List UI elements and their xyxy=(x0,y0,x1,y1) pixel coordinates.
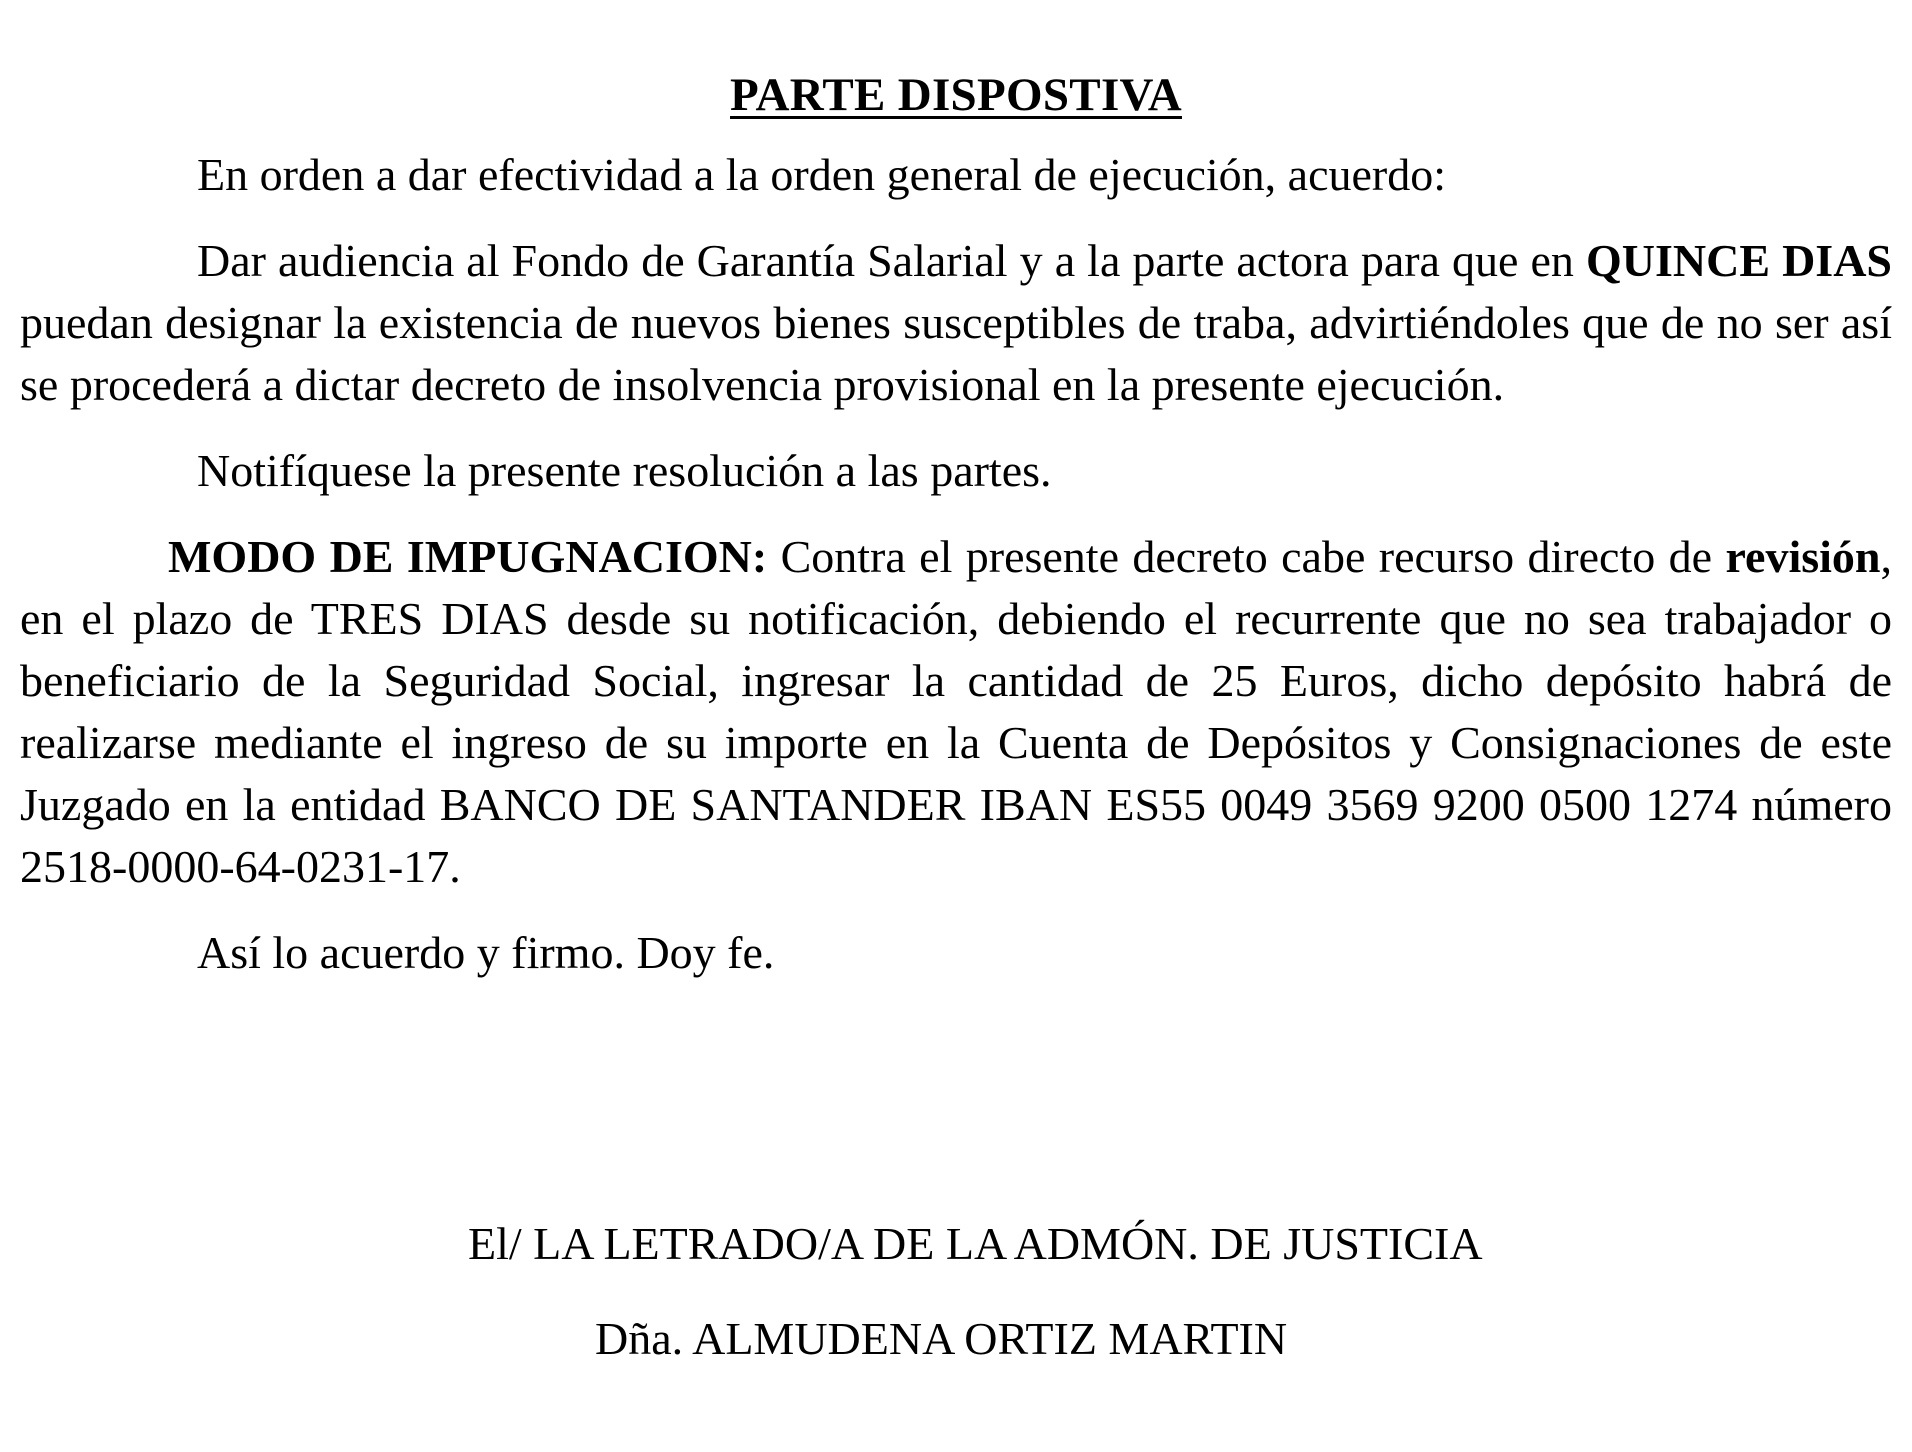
paragraph-impugnacion xyxy=(20,526,1892,898)
quince-dias-bold: QUINCE DIAS xyxy=(1586,235,1893,286)
modo-impugnacion-bold: MODO DE IMPUGNACION: xyxy=(168,531,768,582)
document-title: PARTE DISPOSTIVA xyxy=(730,69,1182,121)
paragraph-audiencia xyxy=(20,230,1892,416)
paragraph-audiencia-lead: Dar audiencia al Fondo de Garantía Salarial y a la parte actora para que en xyxy=(197,235,1586,286)
revision-bold: revisión xyxy=(1725,531,1881,582)
impugnacion-text-2: , en el plazo de TRES DIAS desde su notificación, debiendo el recurrente que no sea trabajador o beneficiario de la Seguridad Social, ingresar la cantidad de 25 Euros, dicho depósito habrá de realizarse mediante el ingreso de su importe en la Cuenta de Depósitos y Consignaciones de este Juzgado en la entidad BANCO DE SANTANDER IBAN ES55 0049 3569 9200 0500 1274 número 2518-0000-64-0231-17. xyxy=(20,531,1893,892)
paragraph-order: En orden a dar efectividad a la orden general de ejecución, acuerdo: xyxy=(197,149,1447,200)
paragraph-closing: Así lo acuerdo y firmo. Doy fe. xyxy=(197,927,775,978)
document-body xyxy=(20,60,1892,984)
paragraph-audiencia-tail: puedan designar la existencia de nuevos bienes susceptibles de traba, advirtiéndoles que de no ser así se procederá a dictar decreto de insolvencia provisional en la presente ejecución. xyxy=(20,297,1892,410)
impugnacion-text-1: Contra el presente decreto cabe recurso directo de xyxy=(767,531,1726,582)
signature-role: El/ LA LETRADO/A DE LA ADMÓN. DE JUSTICIA xyxy=(468,1218,1483,1269)
signature-name: Dña. ALMUDENA ORTIZ MARTIN xyxy=(595,1313,1288,1364)
paragraph-notify: Notifíquese la presente resolución a las partes. xyxy=(197,445,1052,496)
